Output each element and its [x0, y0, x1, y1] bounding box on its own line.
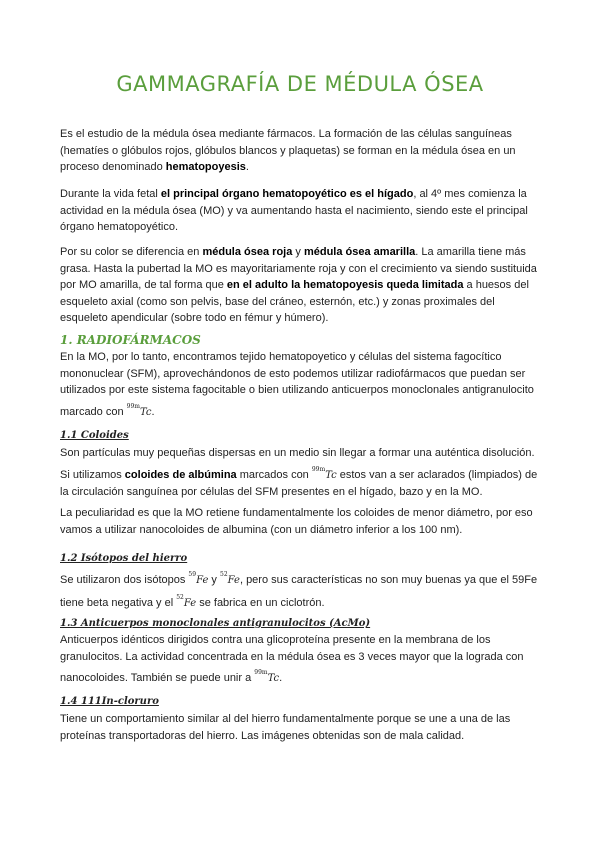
isotope-tc	[126, 402, 155, 418]
subheading-isotopos-hierro: 1.2 Isótopos del hierro	[60, 553, 188, 564]
bold-term: médula ósea amarilla	[303, 246, 416, 258]
bold-term: en el adulto la hematopoyesis queda limitada	[226, 279, 464, 291]
isotope-tc	[254, 669, 280, 684]
element-symbol: Fe	[227, 575, 240, 586]
text: se fabrica en un ciclotrón.	[196, 596, 325, 609]
text: .	[279, 672, 283, 684]
text: Son partículas muy pequeñas dispersas en un medio sin llegar a formar una auténtica disolución. Si utilizamos	[60, 447, 535, 481]
mass-number: 99m	[126, 402, 140, 410]
element-symbol: Fe	[183, 597, 197, 609]
text: estos van a ser aclarados (limpiados) de la circulación sanguínea por células del SFM presentes en el hígado, bazo y en la MO.	[60, 468, 538, 498]
text: Por su color se diferencia en	[60, 246, 203, 258]
isotope-tc	[311, 465, 337, 481]
isotopos-paragraph	[60, 567, 540, 612]
text: , al 4º mes comienza la actividad en la médula ósea (MO) y va aumentando hasta el nacimiento, siendo este el principal órgano hematopoyético.	[60, 188, 528, 233]
text: , pero sus características no son muy buenas ya que el 59Fe tiene beta negativa y el	[60, 574, 538, 609]
bold-term: médula ósea roja	[202, 246, 293, 258]
subheading-coloides: 1.1 Coloides	[60, 430, 129, 441]
text: Anticuerpos idénticos dirigidos contra una glicoproteína presente en la membrana de los granulocitos. La actividad concentrada en la médula ósea es 3 veces mayor que la lograda con nanocoloides. También se puede unir a	[60, 634, 524, 684]
bold-term: coloides de albúmina	[124, 468, 237, 481]
text: Es el estudio de la médula ósea mediante fármacos. La formación de las células sanguíneas (hematíes o glóbulos rojos, glóbulos blancos y plaquetas) se forman en la médula ósea en un proceso denominado	[60, 128, 516, 173]
coloides-paragraph	[60, 445, 540, 501]
bold-term: el principal órgano hematopoyético es el hígado	[160, 188, 414, 200]
mass-number: 99m	[254, 669, 268, 676]
text: marcados con	[236, 468, 312, 481]
isotope-fe52	[176, 593, 197, 609]
element-symbol: Tc	[139, 406, 152, 418]
coloides-paragraph-2: La peculiaridad es que la MO retiene fundamentalmente los coloides de menor diámetro, por eso vamos a utilizar nanocoloides de albumina (con un diámetro inferior a los 100 nm).	[60, 507, 533, 536]
mass-number: 52	[220, 571, 228, 578]
text: y	[208, 574, 220, 586]
mass-number: 99m	[311, 465, 326, 473]
intro-paragraph-2	[60, 186, 540, 236]
subheading-indio-cloruro: 1.4 111In-cloruro	[60, 696, 159, 707]
subheading-anticuerpos: 1.3 Anticuerpos monoclonales antigranulocitos (AcMo)	[60, 618, 371, 629]
isotope-fe52	[220, 571, 240, 586]
element-symbol: Tc	[325, 469, 337, 481]
mass-number: 59	[188, 571, 197, 578]
text: Durante la vida fetal	[60, 188, 161, 200]
text: Se utilizaron dos isótopos	[60, 574, 189, 586]
page-title: GAMMAGRAFÍA DE MÉDULA ÓSEA	[116, 72, 484, 96]
bold-term: hematopoyesis	[165, 161, 246, 173]
text: .	[245, 161, 249, 173]
section1-paragraph	[60, 349, 540, 421]
section-heading-radiofarmacos: 1. RADIOFÁRMACOS	[60, 333, 201, 347]
indio-paragraph: Tiene un comportamiento similar al del hierro fundamentalmente porque se une a una de las proteínas transportadoras del hierro. Las imágenes obtenidas son de mala calidad.	[60, 713, 511, 742]
text: a huesos del esqueleto axial (como son pelvis, base del cráneo, esternón, etc.) y zonas proximales del esqueleto apendicular (sobre todo en fémur y húmero).	[60, 279, 529, 324]
mass-number: 52	[176, 593, 184, 601]
element-symbol: Tc	[267, 673, 280, 684]
text: . La amarilla tiene más grasa. Hasta la pubertad la MO es mayoritariamente roja y con el crecimiento va siendo sustituida por MO amarilla, de tal forma que	[60, 246, 537, 291]
text: .	[151, 405, 155, 418]
intro-paragraph-1	[60, 126, 540, 176]
intro-paragraph-3	[60, 244, 540, 327]
element-symbol: Fe	[196, 575, 209, 586]
text: y	[292, 246, 304, 258]
text: En la MO, por lo tanto, encontramos tejido hematopoyetico y células del sistema fagocítico mononuclear (SFM), aprovechándonos de esto podemos utilizar radiofármacos que puedan ser utilizados por este sistema fagocitable o bien utilizando anticuerpos monoclonales antigranulocito marcado con	[60, 351, 534, 418]
anticuerpos-paragraph	[60, 632, 540, 688]
isotope-fe59	[188, 571, 209, 586]
